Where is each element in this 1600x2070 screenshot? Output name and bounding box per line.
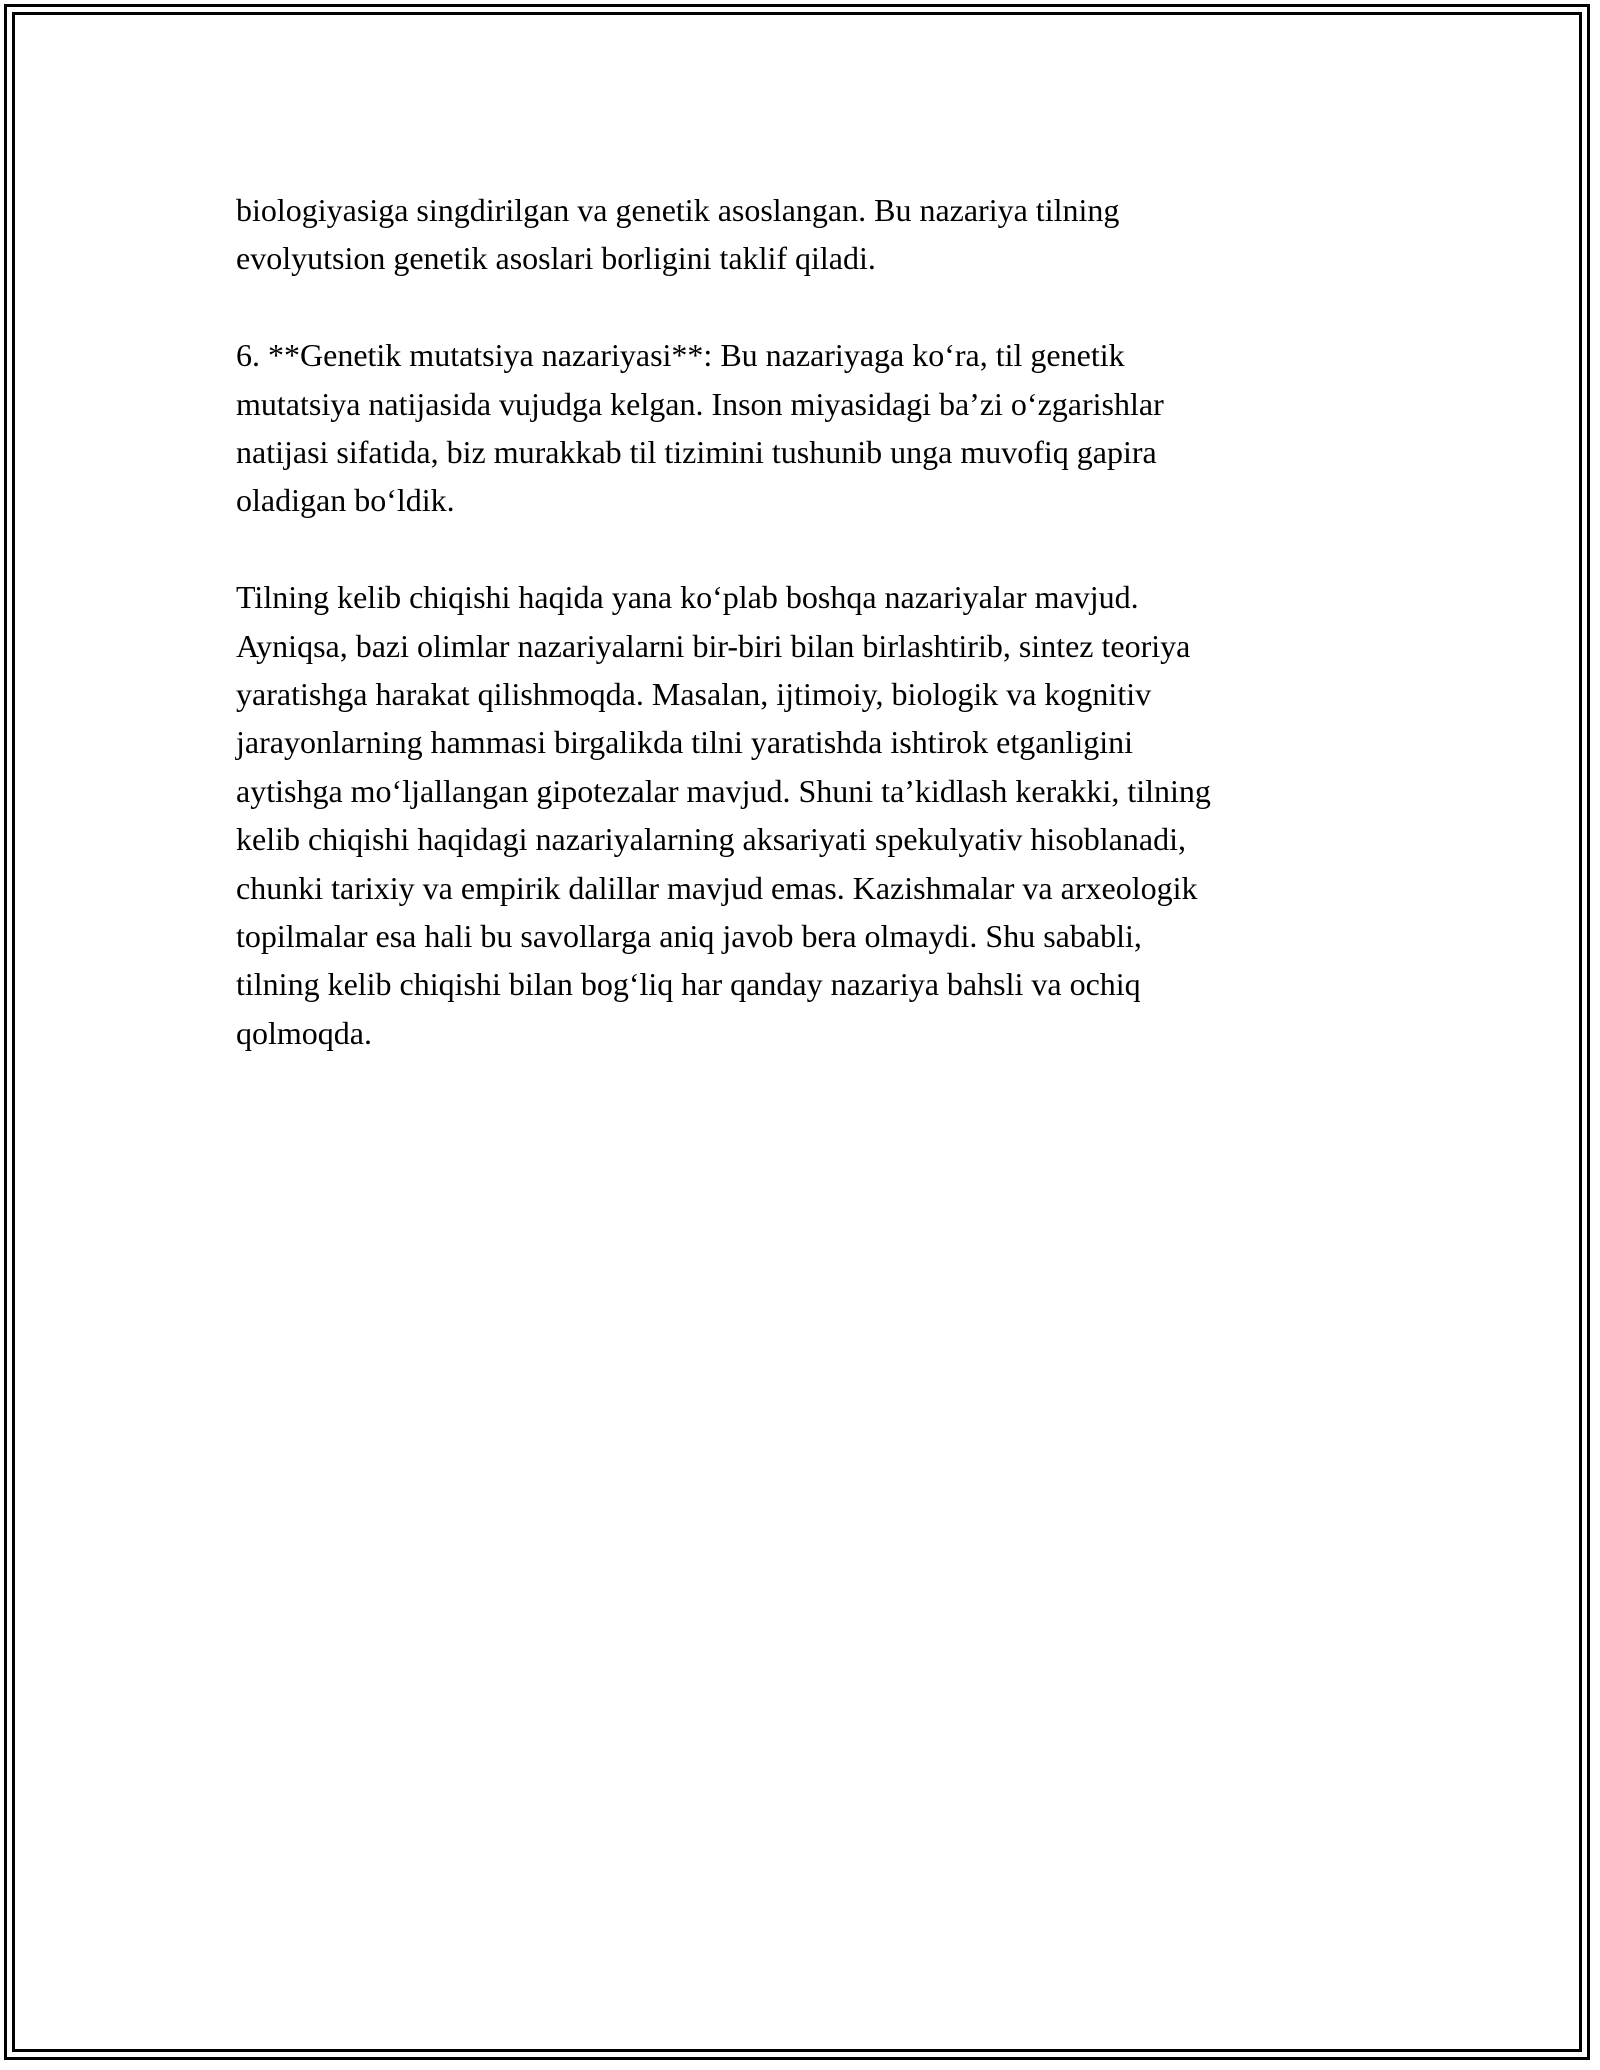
text-line: evolyutsion genetik asoslari borligini taklif qiladi.: [236, 240, 876, 277]
paragraph-genetic-mutation: [236, 331, 1376, 525]
text-line: yaratishga harakat qilishmoqda. Masalan, ijtimoiy, biologik va kognitiv: [236, 676, 1152, 713]
document-body: [236, 186, 1376, 1057]
text-line: qolmoqda.: [236, 1014, 372, 1051]
text-line: chunki tarixiy va empirik dalillar mavjud emas. Kazishmalar va arxeologik: [236, 869, 1198, 906]
text-line: Ayniqsa, bazi olimlar nazariyalarni bir-biri bilan birlashtirib, sintez teoriya: [236, 627, 1191, 664]
text-line: Tilning kelib chiqishi haqida yana ko‘plab boshqa nazariyalar mavjud.: [236, 579, 1139, 616]
paragraph-genetic-basis: [236, 186, 1376, 283]
text-line: jarayonlarning hammasi birgalikda tilni yaratishda ishtirok etganligini: [236, 724, 1133, 761]
text-line: 6. **Genetik mutatsiya nazariyasi**: Bu nazariyaga ko‘ra, til genetik: [236, 337, 1125, 374]
paragraph-other-theories: [236, 573, 1376, 1057]
text-line: kelib chiqishi haqidagi nazariyalarning aksariyati spekulyativ hisoblanadi,: [236, 821, 1186, 858]
text-line: aytishga mo‘ljallangan gipotezalar mavjud. Shuni ta’kidlash kerakki, tilning: [236, 772, 1211, 809]
text-line: oladigan bo‘ldik.: [236, 482, 455, 519]
text-line: natijasi sifatida, biz murakkab til tizimini tushunib unga muvofiq gapira: [236, 434, 1157, 471]
text-line: mutatsiya natijasida vujudga kelgan. Inson miyasidagi ba’zi o‘zgarishlar: [236, 385, 1164, 422]
text-line: biologiyasiga singdirilgan va genetik asoslangan. Bu nazariya tilning: [236, 192, 1120, 228]
text-line: tilning kelib chiqishi bilan bog‘liq har qanday nazariya bahsli va ochiq: [236, 966, 1141, 1003]
text-line: topilmalar esa hali bu savollarga aniq javob bera olmaydi. Shu sababli,: [236, 918, 1142, 955]
